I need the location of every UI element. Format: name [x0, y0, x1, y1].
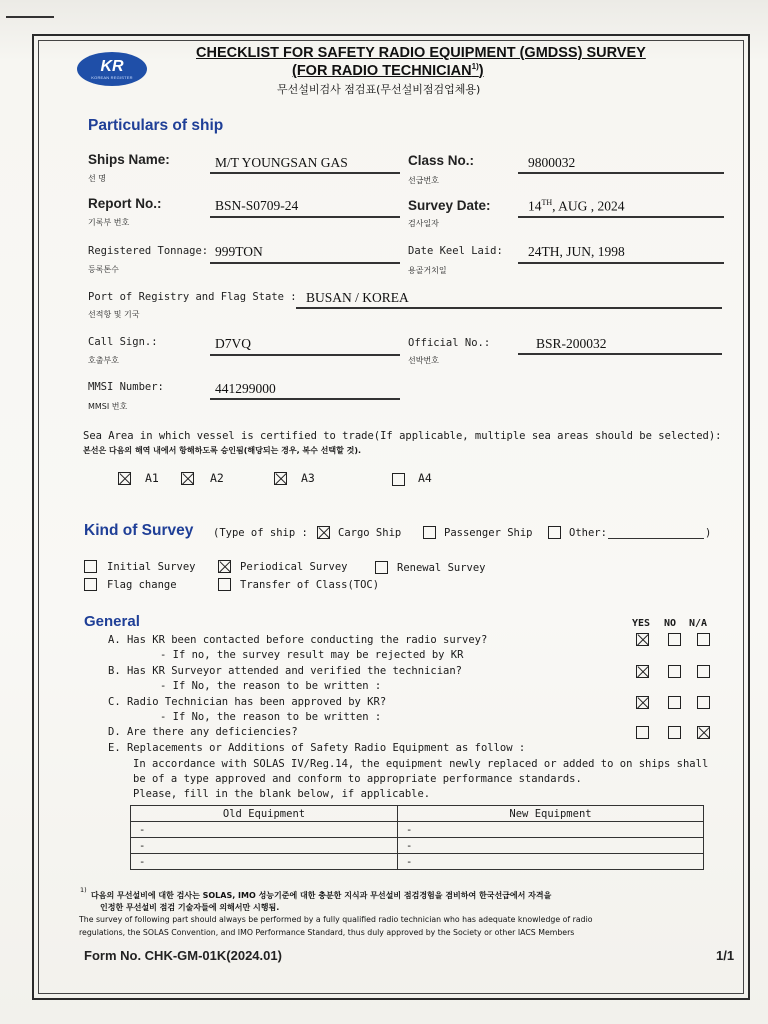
ship-name-korean: 선 명 — [88, 174, 106, 183]
renewal-survey-label: Renewal Survey — [397, 562, 486, 574]
logo-subtitle: KOREAN REGISTER — [91, 74, 133, 80]
sea-area-a3-label: A3 — [301, 471, 315, 485]
footnote-korean-line2: 인정한 무선설비 점검 기술자들에 의해서만 시행됨. — [100, 903, 280, 912]
sea-area-a4-label: A4 — [418, 471, 432, 485]
sea-area-a4-checkbox[interactable] — [392, 473, 405, 486]
equipment-table — [130, 805, 704, 870]
survey-date-korean: 검사일자 — [408, 219, 439, 228]
sea-area-a3-checkbox[interactable] — [274, 472, 287, 485]
sea-area-korean: 본선은 다음의 해역 내에서 항해하도록 승인됨(해당되는 경우, 복수 선택할 것). — [83, 446, 362, 455]
new-equipment-cell[interactable]: - — [398, 822, 704, 838]
table-row — [131, 822, 704, 838]
initial-survey-checkbox[interactable] — [84, 560, 97, 573]
class-no-underline — [518, 172, 724, 174]
no-column-header: NO — [664, 618, 677, 629]
port-registry-value: BUSAN / KOREA — [306, 290, 409, 305]
general-item-e-line3: Please, fill in the blank below, if applicable. — [133, 788, 431, 800]
old-equipment-header: Old Equipment — [131, 806, 398, 822]
transfer-class-label: Transfer of Class(TOC) — [240, 579, 380, 591]
tonnage-korean: 등록톤수 — [88, 265, 119, 274]
renewal-survey-checkbox[interactable] — [375, 561, 388, 574]
tonnage-underline — [210, 262, 400, 264]
item-a-yes-checkbox[interactable] — [636, 633, 649, 646]
old-equipment-cell[interactable]: - — [131, 838, 398, 854]
keel-laid-value: 24TH, JUN, 1998 — [528, 244, 625, 259]
document-title: CHECKLIST FOR SAFETY RADIO EQUIPMENT (GMDSS) SURVEY — [196, 45, 646, 61]
item-d-na-checkbox[interactable] — [697, 726, 710, 739]
na-column-header: N/A — [689, 618, 708, 629]
logo-mark: KR — [100, 57, 124, 75]
item-c-na-checkbox[interactable] — [697, 696, 710, 709]
official-no-underline — [518, 353, 722, 355]
footnote-english-line2: regulations, the SOLAS Convention, and IMO Performance Standard, thus duly approved by the Society or other IACS Members — [79, 928, 575, 937]
report-no-underline — [210, 216, 400, 218]
item-c-no-checkbox[interactable] — [668, 696, 681, 709]
item-b-yes-checkbox[interactable] — [636, 665, 649, 678]
kr-logo — [77, 52, 147, 86]
document-subtitle: (FOR RADIO TECHNICIAN$^{1)}$) — [292, 62, 484, 79]
scan-mark — [6, 16, 54, 18]
sea-area-a1-label: A1 — [145, 471, 159, 485]
call-sign-underline — [210, 354, 400, 356]
general-item-a: A. Has KR been contacted before conducting the radio survey? — [108, 634, 488, 646]
general-item-c-note: - If No, the reason to be written : — [160, 711, 382, 723]
other-ship-label: Other: — [569, 527, 607, 539]
general-item-e-line1: In accordance with SOLAS IV/Reg.14, the equipment newly replaced or added to on ships shall — [133, 758, 709, 770]
particulars-heading: Particulars of ship — [88, 117, 224, 134]
table-header-row — [131, 806, 704, 822]
sea-area-a2-label: A2 — [210, 471, 224, 485]
footnote-english-line1: The survey of following part should always be performed by a fully qualified radio technician who has adequate knowledge of radio — [79, 915, 593, 924]
passenger-ship-checkbox[interactable] — [423, 526, 436, 539]
periodical-survey-label: Periodical Survey — [240, 561, 348, 573]
sea-area-a2-checkbox[interactable] — [181, 472, 194, 485]
passenger-ship-label: Passenger Ship — [444, 527, 533, 539]
port-registry-underline — [296, 307, 722, 309]
yes-column-header: YES — [632, 618, 651, 629]
page-number: 1/1 — [716, 948, 735, 963]
ship-name-underline — [210, 172, 400, 174]
footnote-korean-line1: 다음의 무선설비에 대한 검사는 SOLAS, IMO 성능기준에 대한 충분한 지식과 무선설비 점검경험을 겸비하여 한국선급에서 자격을 — [91, 891, 552, 900]
initial-survey-label: Initial Survey — [107, 561, 196, 573]
mmsi-value: 441299000 — [215, 381, 276, 396]
report-no-label: Report No.: — [88, 196, 162, 211]
call-sign-value: D7VQ — [215, 336, 251, 351]
document-title-korean: 무선설비검사 점검표(무선설비점검업체용) — [277, 83, 481, 96]
table-row — [131, 854, 704, 870]
tonnage-value: 999TON — [215, 244, 263, 259]
ship-name-value: M/T YOUNGSAN GAS — [215, 155, 348, 170]
item-d-yes-checkbox[interactable] — [636, 726, 649, 739]
official-no-label: Official No.: — [408, 337, 491, 349]
new-equipment-cell[interactable]: - — [398, 854, 704, 870]
general-item-e-line2: be of a type approved and conform to appropriate performance standards. — [133, 773, 582, 785]
item-a-no-checkbox[interactable] — [668, 633, 681, 646]
survey-date-value: 14TH, AUG , 2024 — [528, 198, 625, 214]
other-ship-blank[interactable] — [608, 538, 704, 539]
item-b-no-checkbox[interactable] — [668, 665, 681, 678]
general-item-a-note: - If no, the survey result may be rejected by KR — [160, 649, 464, 661]
item-a-na-checkbox[interactable] — [697, 633, 710, 646]
item-d-no-checkbox[interactable] — [668, 726, 681, 739]
item-c-yes-checkbox[interactable] — [636, 696, 649, 709]
class-no-value: 9800032 — [528, 155, 576, 170]
type-of-ship-suffix: ) — [705, 527, 712, 539]
official-no-value: BSR-200032 — [536, 336, 607, 351]
old-equipment-cell[interactable]: - — [131, 854, 398, 870]
class-no-korean: 선급번호 — [408, 176, 439, 185]
general-item-d: D. Are there any deficiencies? — [108, 726, 298, 738]
other-ship-checkbox[interactable] — [548, 526, 561, 539]
tonnage-label: Registered Tonnage: — [88, 245, 209, 257]
mmsi-underline — [210, 398, 400, 400]
periodical-survey-checkbox[interactable] — [218, 560, 231, 573]
survey-date-label: Survey Date: — [408, 198, 491, 213]
cargo-ship-checkbox[interactable] — [317, 526, 330, 539]
sea-area-a1-checkbox[interactable] — [118, 472, 131, 485]
keel-laid-korean: 용골거치일 — [408, 266, 447, 275]
general-item-b: B. Has KR Surveyor attended and verified the technician? — [108, 665, 463, 677]
old-equipment-cell[interactable]: - — [131, 822, 398, 838]
flag-change-checkbox[interactable] — [84, 578, 97, 591]
footnote-marker: 1) — [80, 886, 87, 894]
sea-area-text: Sea Area in which vessel is certified to trade(If applicable, multiple sea areas should be selected): — [83, 430, 722, 442]
new-equipment-header: New Equipment — [398, 806, 704, 822]
table-row — [131, 838, 704, 854]
cargo-ship-label: Cargo Ship — [338, 527, 402, 539]
general-item-e: E. Replacements or Additions of Safety Radio Equipment as follow : — [108, 742, 526, 754]
port-registry-korean: 선적항 및 기국 — [88, 310, 140, 319]
flag-change-label: Flag change — [107, 579, 177, 591]
form-number: Form No. CHK-GM-01K(2024.01) — [84, 948, 282, 963]
survey-date-underline — [518, 216, 724, 218]
general-item-c: C. Radio Technician has been approved by KR? — [108, 696, 387, 708]
mmsi-label: MMSI Number: — [88, 381, 164, 393]
keel-laid-label: Date Keel Laid: — [408, 245, 503, 257]
call-sign-label: Call Sign.: — [88, 336, 158, 348]
type-of-ship-prefix: (Type of ship : — [213, 527, 308, 539]
port-registry-label: Port of Registry and Flag State : — [88, 291, 297, 303]
report-no-korean: 기록부 번호 — [88, 218, 130, 227]
general-item-b-note: - If No, the reason to be written : — [160, 680, 382, 692]
item-b-na-checkbox[interactable] — [697, 665, 710, 678]
ship-name-label: Ships Name: — [88, 152, 170, 167]
call-sign-korean: 호출부호 — [88, 356, 119, 365]
new-equipment-cell[interactable]: - — [398, 838, 704, 854]
transfer-class-checkbox[interactable] — [218, 578, 231, 591]
official-no-korean: 선박번호 — [408, 356, 439, 365]
kind-of-survey-heading: Kind of Survey — [84, 522, 194, 539]
general-heading: General — [84, 613, 140, 630]
report-no-value: BSN-S0709-24 — [215, 198, 299, 213]
mmsi-korean: MMSI 번호 — [88, 402, 128, 411]
keel-laid-underline — [518, 262, 724, 264]
class-no-label: Class No.: — [408, 153, 475, 168]
